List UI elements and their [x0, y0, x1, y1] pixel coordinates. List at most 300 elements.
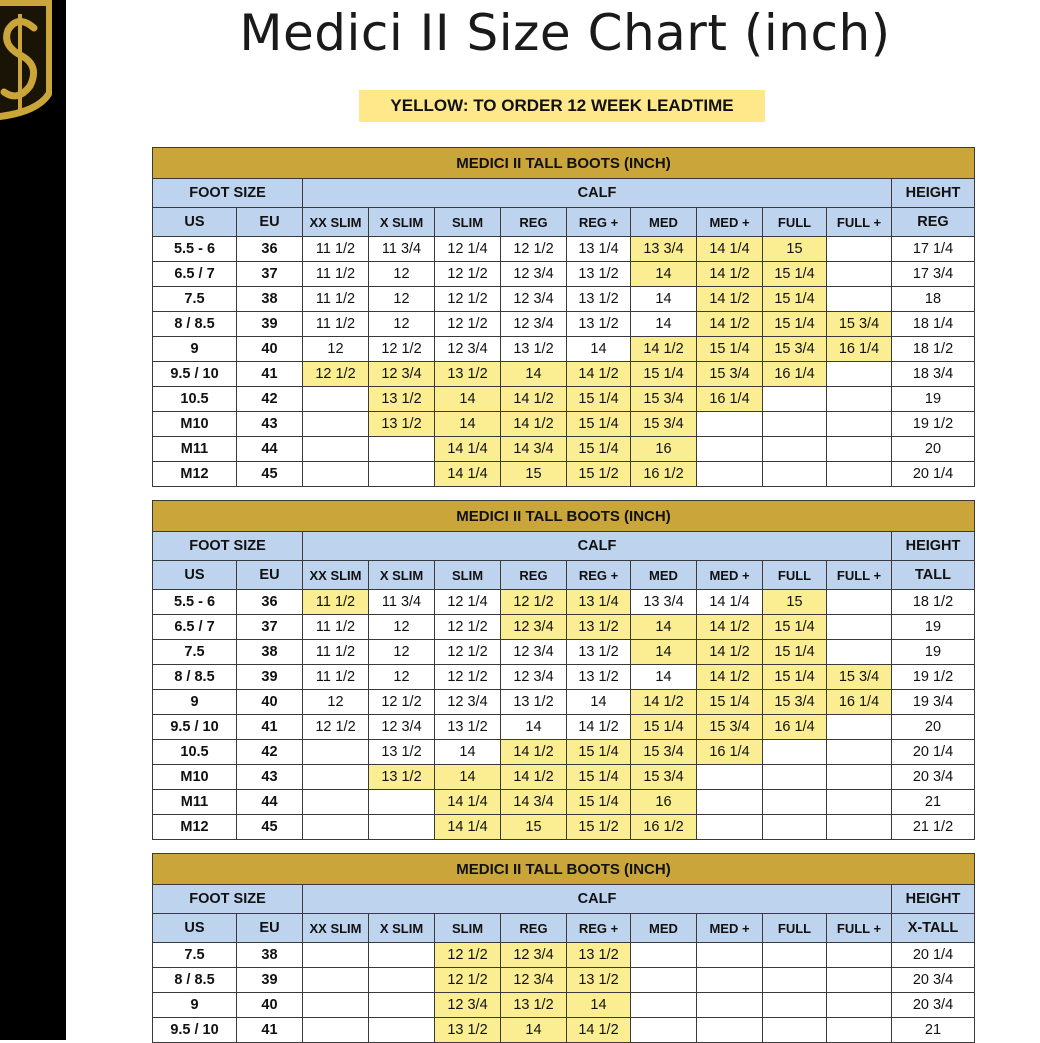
- calf-cell: [697, 943, 763, 968]
- calf-cell: 12 3/4: [435, 337, 501, 362]
- height-cell: 18 3/4: [892, 362, 975, 387]
- calf-cell: 12 3/4: [369, 715, 435, 740]
- calf-cell: 12 3/4: [501, 968, 567, 993]
- calf-cell: [827, 462, 892, 487]
- calf-cell: 14: [631, 640, 697, 665]
- calf-cell: 14 1/2: [697, 312, 763, 337]
- eu-size: 45: [237, 462, 303, 487]
- calf-cell: 12 3/4: [435, 690, 501, 715]
- calf-cell: [303, 437, 369, 462]
- calf-cell: 11 1/2: [303, 262, 369, 287]
- calf-cell: [369, 815, 435, 840]
- calf-cell: [827, 237, 892, 262]
- table-row: [153, 437, 975, 462]
- calf-cell: 15: [501, 815, 567, 840]
- calf-cell: [763, 1018, 827, 1043]
- calf-cell: [827, 943, 892, 968]
- calf-cell: 13 1/2: [567, 615, 631, 640]
- calf-cell: 14: [435, 740, 501, 765]
- table-row: [153, 968, 975, 993]
- calf-cell: [763, 765, 827, 790]
- eu-size: 38: [237, 943, 303, 968]
- column-header: X SLIM: [369, 914, 435, 943]
- height-header: HEIGHT: [892, 179, 975, 208]
- table-row: [153, 993, 975, 1018]
- height-cell: 17 1/4: [892, 237, 975, 262]
- calf-cell: 14 3/4: [501, 437, 567, 462]
- calf-cell: 15 1/4: [567, 387, 631, 412]
- height-cell: 20 1/4: [892, 943, 975, 968]
- calf-cell: 15 1/4: [567, 740, 631, 765]
- height-cell: 17 3/4: [892, 262, 975, 287]
- eu-size: 38: [237, 287, 303, 312]
- eu-size: 39: [237, 968, 303, 993]
- calf-cell: [697, 462, 763, 487]
- column-header: FULL: [763, 561, 827, 590]
- us-size: 7.5: [153, 287, 237, 312]
- table-row: [153, 412, 975, 437]
- calf-cell: [763, 462, 827, 487]
- calf-cell: [369, 993, 435, 1018]
- us-size: 5.5 - 6: [153, 590, 237, 615]
- calf-cell: 14 1/4: [435, 815, 501, 840]
- calf-cell: 14 1/2: [631, 337, 697, 362]
- height-cell: 18 1/4: [892, 312, 975, 337]
- left-black-bar: [0, 0, 66, 1040]
- calf-cell: 14: [631, 615, 697, 640]
- table-row: [153, 462, 975, 487]
- calf-cell: 14 1/2: [697, 665, 763, 690]
- table-row: [153, 262, 975, 287]
- eu-size: 44: [237, 790, 303, 815]
- calf-cell: 12 1/2: [501, 590, 567, 615]
- calf-cell: 14 1/2: [501, 387, 567, 412]
- height-cell: 20: [892, 715, 975, 740]
- calf-cell: [827, 740, 892, 765]
- us-size: M12: [153, 815, 237, 840]
- calf-cell: [369, 968, 435, 993]
- height-type-header: X-TALL: [892, 914, 975, 943]
- column-header: FULL +: [827, 561, 892, 590]
- table-row: [153, 640, 975, 665]
- column-header: XX SLIM: [303, 561, 369, 590]
- height-cell: 21: [892, 790, 975, 815]
- height-cell: 18: [892, 287, 975, 312]
- us-size: 7.5: [153, 640, 237, 665]
- calf-cell: [697, 815, 763, 840]
- calf-cell: 16 1/4: [763, 715, 827, 740]
- calf-cell: 15 3/4: [631, 387, 697, 412]
- size-table: [152, 147, 975, 487]
- calf-cell: 11 3/4: [369, 237, 435, 262]
- calf-cell: 13 1/2: [435, 1018, 501, 1043]
- us-size: 8 / 8.5: [153, 968, 237, 993]
- table-row: [153, 312, 975, 337]
- height-cell: 21: [892, 1018, 975, 1043]
- column-header: EU: [237, 914, 303, 943]
- column-header: EU: [237, 208, 303, 237]
- calf-cell: 12 1/2: [435, 968, 501, 993]
- calf-cell: 14 1/2: [631, 690, 697, 715]
- calf-cell: 13 1/4: [567, 237, 631, 262]
- eu-size: 40: [237, 993, 303, 1018]
- height-cell: 20 1/4: [892, 740, 975, 765]
- calf-cell: [827, 387, 892, 412]
- calf-cell: 15 1/4: [631, 362, 697, 387]
- calf-cell: 12 1/2: [435, 943, 501, 968]
- table-row: [153, 615, 975, 640]
- calf-cell: [827, 1018, 892, 1043]
- calf-cell: 16 1/4: [697, 387, 763, 412]
- height-cell: 20 3/4: [892, 993, 975, 1018]
- column-header: SLIM: [435, 208, 501, 237]
- calf-cell: [827, 993, 892, 1018]
- table-row: [153, 287, 975, 312]
- calf-cell: 15 1/4: [763, 287, 827, 312]
- calf-header: CALF: [303, 532, 892, 561]
- table-row: [153, 790, 975, 815]
- calf-cell: 13 1/2: [567, 287, 631, 312]
- calf-cell: 14 1/4: [435, 462, 501, 487]
- table-caption: MEDICI II TALL BOOTS (INCH): [153, 148, 975, 179]
- calf-cell: 12: [369, 312, 435, 337]
- calf-cell: 15 1/4: [763, 640, 827, 665]
- calf-header: CALF: [303, 179, 892, 208]
- calf-cell: 14 1/2: [501, 740, 567, 765]
- calf-cell: [369, 943, 435, 968]
- calf-cell: 14 1/4: [435, 437, 501, 462]
- foot-size-header: FOOT SIZE: [153, 885, 303, 914]
- calf-cell: [763, 815, 827, 840]
- calf-cell: 14 1/2: [567, 715, 631, 740]
- eu-size: 42: [237, 740, 303, 765]
- foot-size-header: FOOT SIZE: [153, 532, 303, 561]
- height-header: HEIGHT: [892, 532, 975, 561]
- calf-cell: 13 3/4: [631, 237, 697, 262]
- calf-cell: [369, 462, 435, 487]
- calf-cell: 11 3/4: [369, 590, 435, 615]
- height-cell: 19 1/2: [892, 665, 975, 690]
- calf-cell: [631, 993, 697, 1018]
- calf-cell: [763, 993, 827, 1018]
- calf-cell: 15 3/4: [827, 665, 892, 690]
- column-header: US: [153, 914, 237, 943]
- calf-cell: 11 1/2: [303, 615, 369, 640]
- height-cell: 19 1/2: [892, 412, 975, 437]
- us-size: 9: [153, 337, 237, 362]
- calf-cell: 15 1/4: [567, 437, 631, 462]
- calf-cell: 12 1/4: [435, 237, 501, 262]
- calf-cell: [827, 437, 892, 462]
- column-header: REG +: [567, 208, 631, 237]
- eu-size: 42: [237, 387, 303, 412]
- calf-cell: [631, 968, 697, 993]
- us-size: 8 / 8.5: [153, 665, 237, 690]
- calf-cell: 15 3/4: [697, 715, 763, 740]
- calf-cell: 13 1/2: [369, 387, 435, 412]
- calf-cell: [827, 615, 892, 640]
- size-table: [152, 500, 975, 840]
- calf-cell: 13 1/2: [369, 765, 435, 790]
- calf-cell: 13 1/2: [501, 337, 567, 362]
- eu-size: 43: [237, 765, 303, 790]
- calf-cell: 13 1/4: [567, 590, 631, 615]
- calf-cell: 14 1/2: [697, 262, 763, 287]
- calf-cell: 14 1/4: [435, 790, 501, 815]
- column-header: XX SLIM: [303, 208, 369, 237]
- calf-cell: 14: [567, 690, 631, 715]
- calf-cell: 13 1/2: [567, 943, 631, 968]
- calf-cell: 14 1/2: [501, 765, 567, 790]
- height-type-header: TALL: [892, 561, 975, 590]
- calf-cell: 12: [369, 615, 435, 640]
- calf-cell: [827, 968, 892, 993]
- calf-cell: 14 1/2: [567, 1018, 631, 1043]
- calf-cell: 15 3/4: [827, 312, 892, 337]
- foot-size-header: FOOT SIZE: [153, 179, 303, 208]
- calf-cell: 12 1/2: [501, 237, 567, 262]
- calf-cell: 12: [369, 640, 435, 665]
- calf-cell: [303, 765, 369, 790]
- calf-cell: 15 1/4: [631, 715, 697, 740]
- calf-cell: 12 1/2: [435, 287, 501, 312]
- table-row: [153, 665, 975, 690]
- calf-cell: [369, 790, 435, 815]
- height-cell: 18 1/2: [892, 590, 975, 615]
- calf-header: CALF: [303, 885, 892, 914]
- column-header-row: [153, 208, 975, 237]
- column-header: XX SLIM: [303, 914, 369, 943]
- calf-cell: 12 3/4: [501, 287, 567, 312]
- calf-cell: 12 3/4: [501, 640, 567, 665]
- group-header-row: [153, 179, 975, 208]
- eu-size: 41: [237, 715, 303, 740]
- calf-cell: [697, 1018, 763, 1043]
- column-header: EU: [237, 561, 303, 590]
- calf-cell: 13 1/2: [567, 665, 631, 690]
- us-size: 10.5: [153, 740, 237, 765]
- calf-cell: 15 1/2: [567, 815, 631, 840]
- calf-cell: 12 1/2: [303, 715, 369, 740]
- calf-cell: 13 3/4: [631, 590, 697, 615]
- calf-cell: 14 3/4: [501, 790, 567, 815]
- calf-cell: 12: [369, 665, 435, 690]
- calf-cell: [827, 362, 892, 387]
- calf-cell: 15 3/4: [763, 337, 827, 362]
- table-row: [153, 740, 975, 765]
- column-header-row: [153, 914, 975, 943]
- table-row: [153, 815, 975, 840]
- table-row: [153, 590, 975, 615]
- calf-cell: [763, 968, 827, 993]
- eu-size: 45: [237, 815, 303, 840]
- calf-cell: [697, 993, 763, 1018]
- table-caption-row: [153, 854, 975, 885]
- calf-cell: 12 1/2: [435, 665, 501, 690]
- calf-cell: 12 1/2: [435, 615, 501, 640]
- calf-cell: [303, 462, 369, 487]
- height-cell: 18 1/2: [892, 337, 975, 362]
- height-cell: 20: [892, 437, 975, 462]
- calf-cell: [827, 715, 892, 740]
- calf-cell: 14: [501, 715, 567, 740]
- calf-cell: 11 1/2: [303, 312, 369, 337]
- calf-cell: [631, 1018, 697, 1043]
- calf-cell: 15: [763, 237, 827, 262]
- us-size: M11: [153, 790, 237, 815]
- calf-cell: 13 1/2: [501, 690, 567, 715]
- column-header: MED +: [697, 914, 763, 943]
- calf-cell: [827, 412, 892, 437]
- calf-cell: 12 1/2: [369, 337, 435, 362]
- calf-cell: [303, 993, 369, 1018]
- calf-cell: 15: [501, 462, 567, 487]
- brand-monogram-icon: [0, 0, 52, 120]
- group-header-row: [153, 532, 975, 561]
- table-row: [153, 362, 975, 387]
- calf-cell: 16: [631, 790, 697, 815]
- calf-cell: 12 1/4: [435, 590, 501, 615]
- calf-cell: 12: [303, 690, 369, 715]
- calf-cell: 12: [369, 262, 435, 287]
- height-cell: 21 1/2: [892, 815, 975, 840]
- column-header: FULL +: [827, 208, 892, 237]
- calf-cell: 11 1/2: [303, 287, 369, 312]
- table-caption-row: [153, 501, 975, 532]
- table-caption: MEDICI II TALL BOOTS (INCH): [153, 854, 975, 885]
- us-size: M12: [153, 462, 237, 487]
- calf-cell: [631, 943, 697, 968]
- calf-cell: 15 1/4: [763, 262, 827, 287]
- height-cell: 19: [892, 615, 975, 640]
- calf-cell: [827, 262, 892, 287]
- column-header: REG +: [567, 561, 631, 590]
- eu-size: 41: [237, 1018, 303, 1043]
- calf-cell: [369, 1018, 435, 1043]
- calf-cell: 15 3/4: [697, 362, 763, 387]
- eu-size: 41: [237, 362, 303, 387]
- calf-cell: 15 1/4: [697, 690, 763, 715]
- table-row: [153, 690, 975, 715]
- calf-cell: 15 1/4: [567, 765, 631, 790]
- us-size: 10.5: [153, 387, 237, 412]
- calf-cell: 15 1/4: [763, 615, 827, 640]
- calf-cell: 14: [631, 287, 697, 312]
- calf-cell: [369, 437, 435, 462]
- eu-size: 39: [237, 665, 303, 690]
- calf-cell: 15 1/4: [567, 790, 631, 815]
- column-header: REG: [501, 561, 567, 590]
- table-caption-row: [153, 148, 975, 179]
- height-cell: 20 1/4: [892, 462, 975, 487]
- calf-cell: 16 1/4: [697, 740, 763, 765]
- column-header: FULL +: [827, 914, 892, 943]
- eu-size: 44: [237, 437, 303, 462]
- calf-cell: 12 1/2: [435, 640, 501, 665]
- height-cell: 19: [892, 640, 975, 665]
- table-row: [153, 715, 975, 740]
- calf-cell: 13 1/2: [369, 740, 435, 765]
- calf-cell: [827, 790, 892, 815]
- leadtime-legend: YELLOW: TO ORDER 12 WEEK LEADTIME: [359, 90, 765, 122]
- us-size: 9.5 / 10: [153, 1018, 237, 1043]
- eu-size: 43: [237, 412, 303, 437]
- eu-size: 37: [237, 615, 303, 640]
- calf-cell: 15 3/4: [631, 412, 697, 437]
- calf-cell: 13 1/2: [567, 262, 631, 287]
- column-header-row: [153, 561, 975, 590]
- table-row: [153, 943, 975, 968]
- calf-cell: 14: [567, 337, 631, 362]
- column-header: MED: [631, 914, 697, 943]
- calf-cell: 13 1/2: [567, 312, 631, 337]
- calf-cell: 15 3/4: [763, 690, 827, 715]
- us-size: M11: [153, 437, 237, 462]
- calf-cell: 12: [303, 337, 369, 362]
- calf-cell: 12: [369, 287, 435, 312]
- column-header: MED: [631, 208, 697, 237]
- calf-cell: 14: [631, 262, 697, 287]
- calf-cell: 13 1/2: [435, 715, 501, 740]
- column-header: REG: [501, 208, 567, 237]
- table-row: [153, 237, 975, 262]
- calf-cell: 11 1/2: [303, 665, 369, 690]
- calf-cell: 14: [435, 412, 501, 437]
- calf-cell: 15 1/4: [697, 337, 763, 362]
- size-table: [152, 853, 975, 1043]
- column-header: MED +: [697, 561, 763, 590]
- calf-cell: 16: [631, 437, 697, 462]
- calf-cell: 14: [631, 665, 697, 690]
- calf-cell: 12 3/4: [501, 312, 567, 337]
- calf-cell: 13 1/2: [501, 993, 567, 1018]
- calf-cell: [303, 943, 369, 968]
- calf-cell: [303, 387, 369, 412]
- us-size: 5.5 - 6: [153, 237, 237, 262]
- calf-cell: [763, 412, 827, 437]
- eu-size: 38: [237, 640, 303, 665]
- calf-cell: 16 1/4: [827, 690, 892, 715]
- page-title: Medici II Size Chart (inch): [239, 4, 891, 62]
- us-size: 7.5: [153, 943, 237, 968]
- calf-cell: [763, 740, 827, 765]
- calf-cell: 14 1/2: [697, 287, 763, 312]
- calf-cell: 14 1/2: [501, 412, 567, 437]
- eu-size: 36: [237, 590, 303, 615]
- us-size: 8 / 8.5: [153, 312, 237, 337]
- calf-cell: [697, 968, 763, 993]
- column-header: FULL: [763, 208, 827, 237]
- calf-cell: 15 1/4: [763, 312, 827, 337]
- calf-cell: 12 3/4: [369, 362, 435, 387]
- us-size: 9: [153, 690, 237, 715]
- eu-size: 37: [237, 262, 303, 287]
- calf-cell: 14: [435, 387, 501, 412]
- us-size: 9.5 / 10: [153, 362, 237, 387]
- calf-cell: 15 1/4: [763, 665, 827, 690]
- calf-cell: 11 1/2: [303, 640, 369, 665]
- calf-cell: 14: [567, 993, 631, 1018]
- calf-cell: [763, 790, 827, 815]
- calf-cell: 14 1/2: [567, 362, 631, 387]
- calf-cell: 13 1/2: [567, 640, 631, 665]
- table-row: [153, 337, 975, 362]
- calf-cell: [827, 765, 892, 790]
- calf-cell: [303, 412, 369, 437]
- us-size: 9: [153, 993, 237, 1018]
- calf-cell: 14 1/4: [697, 237, 763, 262]
- calf-cell: 12 3/4: [501, 262, 567, 287]
